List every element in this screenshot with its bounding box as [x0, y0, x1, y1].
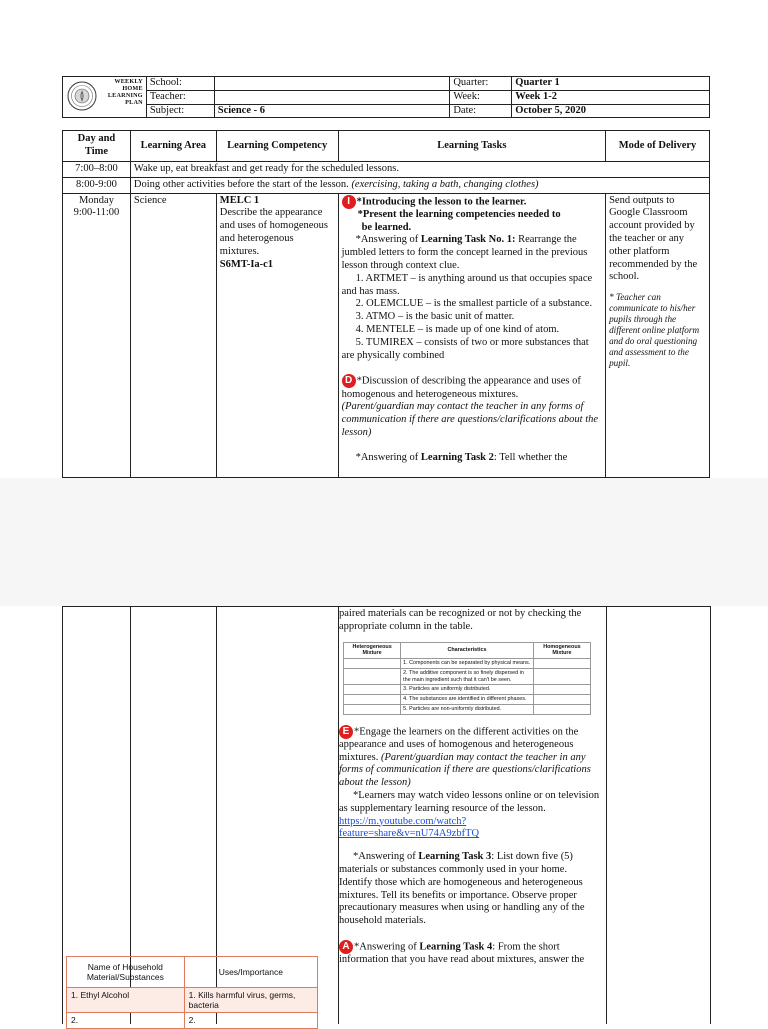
video-lesson-link[interactable]: https://m.youtube.com/watch?feature=share&v=nU74A9zbfTQ	[339, 815, 480, 840]
logo-cell	[63, 77, 147, 118]
clue-item: 3. ATMO – is the basic unit of matter.	[355, 311, 515, 323]
step-a-icon: A	[339, 940, 353, 954]
check-cell[interactable]	[344, 685, 401, 695]
schedule-time: 8:00-9:00	[63, 177, 131, 193]
table-row: 1. Ethyl Alcohol 1. Kills harmful virus, germs, bacteria	[67, 988, 318, 1013]
hh-col-uses: Uses/Importance	[184, 957, 317, 988]
characteristics-table	[343, 642, 591, 715]
check-cell[interactable]	[533, 668, 590, 685]
discussion-text: D *Discussion of describing the appearance and uses of homogenous and heterogeneous mixtures.	[341, 375, 581, 400]
col-learning-area: Learning Area	[130, 131, 216, 162]
video-text: *Learners may watch video lessons online or on television as supplementary learning resource of the lesson. https://m.youtube.com/watch?feature=share&v=nU74A9zbfTQ	[339, 789, 600, 840]
time-label: 9:00-11:00	[73, 207, 120, 219]
day-label: Monday	[78, 194, 114, 206]
date-value: October 5, 2020	[512, 104, 710, 118]
check-cell[interactable]	[344, 704, 401, 714]
step-i-icon: I	[342, 195, 356, 209]
monday-row	[63, 193, 710, 477]
learning-area-cell: Science	[130, 193, 216, 477]
table-row: 5. Particles are non-uniformly distributed.	[344, 704, 591, 714]
table-row: 1. Components can be separated by physical means.	[344, 659, 591, 669]
check-cell[interactable]	[533, 695, 590, 705]
date-label: Date:	[450, 104, 512, 118]
step-d-icon: D	[342, 374, 356, 388]
check-cell[interactable]	[344, 668, 401, 685]
delivery-note: * Teacher can communicate to his/her pupils through the different online platform and do oral questioning and assessment to the pupil.	[609, 292, 700, 369]
table-row: 4. The substances are identified in different phases.	[344, 695, 591, 705]
char-col-homogeneous: Homogeneous Mixture	[533, 642, 590, 659]
discussion-note: (Parent/guardian may contact the teacher in any forms of communication if there are questions/clarifications about the lesson)	[341, 401, 599, 438]
engage-text: E *Engage the learners on the different activities on the appearance and uses of homogenous and heterogeneous mixtures. (Parent/guardian may contact the teacher in any forms of communication if there are questions/clarifications about the lesson)	[339, 725, 591, 789]
task-2-continued: paired materials can be recognized or not by checking the appropriate column in the table.	[339, 608, 582, 632]
delivery-cell	[606, 193, 710, 477]
learning-tasks-continued	[339, 608, 601, 967]
plan-page-2-table	[62, 606, 710, 1024]
col-learning-competency: Learning Competency	[216, 131, 338, 162]
hh-col-name: Name of Household Material/Substances	[67, 957, 185, 988]
clue-item: 2. OLEMCLUE – is the smallest particle of a substance.	[355, 298, 593, 310]
competency-code: S6MT-Ia-c1	[219, 258, 274, 270]
intro-line: I *Introducing the lesson to the learner.	[342, 195, 602, 209]
plan-page-1	[0, 0, 768, 478]
schedule-time: 7:00–8:00	[63, 162, 131, 178]
present-line-2: be learned.	[361, 221, 412, 233]
header-table	[62, 76, 710, 118]
competency-text: Describe the appearance and uses of homogeneous and heterogenous mixtures.	[219, 207, 328, 257]
page-gap	[0, 478, 768, 606]
step-e-icon: E	[339, 725, 353, 739]
schedule-activity: Doing other activities before the start of the lesson. (exercising, taking a bath, changing clothes)	[130, 177, 709, 193]
char-col-characteristics: Characteristics	[401, 642, 534, 659]
learning-tasks-cell	[338, 193, 605, 477]
household-materials-table	[66, 956, 318, 1029]
subject-label: Subject:	[146, 104, 214, 118]
delivery-text: Send outputs to Google Classroom account provided by the teacher or any other platform recommended by the school.	[609, 194, 698, 283]
task-3: *Answering of Learning Task 3: List down five (5) materials or substances commonly used in your home. Identify those which are homogeneous and heterogeneous mixtures. Tell its benefits or importance. Observe proper precautionary measures when using or handling any of the household materials.	[339, 851, 585, 927]
table-row: 2. The additive component is so finely dispersed in the main ingredient such that it can't be seen.	[344, 668, 591, 685]
melc-title: MELC 1	[219, 194, 260, 206]
subject-value: Science - 6	[214, 104, 450, 118]
day-time-cell	[63, 193, 131, 477]
teacher-field[interactable]	[214, 90, 450, 104]
clue-item: 5. TUMIREX – consists of two or more substances that are physically combined	[341, 336, 589, 361]
check-cell[interactable]	[344, 659, 401, 669]
check-cell[interactable]	[533, 659, 590, 669]
quarter-value: Quarter 1	[512, 77, 710, 91]
schedule-activity: Wake up, eat breakfast and get ready for the scheduled lessons.	[130, 162, 709, 178]
table-row: 3. Particles are uniformly distributed.	[344, 685, 591, 695]
schedule-row	[63, 177, 710, 193]
competency-cell	[216, 193, 338, 477]
table-row: 2. 2.	[67, 1013, 318, 1028]
col-mode-of-delivery: Mode of Delivery	[606, 131, 710, 162]
task-2: *Answering of Learning Task 2: Tell whether the	[355, 451, 568, 463]
check-cell[interactable]	[344, 695, 401, 705]
clue-item: 1. ARTMET – is anything around us that occupies space and has mass.	[341, 272, 593, 297]
clue-item: 4. MENTELE – is made up of one kind of atom.	[355, 323, 560, 335]
col-learning-tasks: Learning Tasks	[338, 131, 605, 162]
school-field[interactable]	[214, 77, 450, 91]
task-4: A *Answering of Learning Task 4: From the short information that you have read about mixtures, answer the	[339, 940, 585, 966]
teacher-label: Teacher:	[146, 90, 214, 104]
check-cell[interactable]	[533, 685, 590, 695]
deped-seal-icon	[67, 81, 97, 111]
check-cell[interactable]	[533, 704, 590, 714]
schedule-row	[63, 162, 710, 178]
school-label: School:	[146, 77, 214, 91]
char-col-heterogeneous: Heterogeneous Mixture	[344, 642, 401, 659]
task-1: *Answering of Learning Task No. 1: Rearrange the jumbled letters to form the concept learned in the previous lesson through context clue.	[341, 234, 588, 271]
learning-plan-table	[62, 130, 710, 478]
col-day-time: Day and Time	[63, 131, 131, 162]
present-line: *Present the learning competencies needed to	[357, 208, 561, 220]
plan-title: WEEKLY HOME LEARNING PLAN	[107, 78, 143, 107]
week-label: Week:	[450, 90, 512, 104]
quarter-label: Quarter:	[450, 77, 512, 91]
week-value: Week 1-2	[512, 90, 710, 104]
